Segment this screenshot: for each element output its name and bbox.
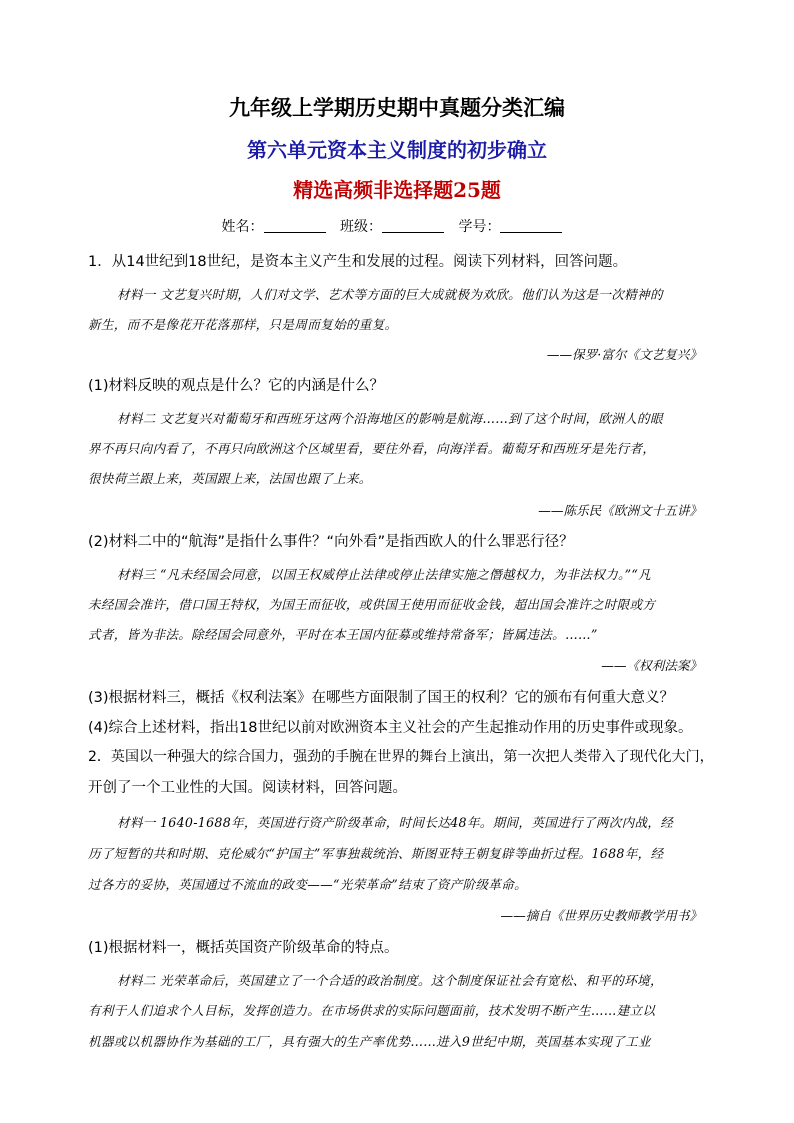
subtitle: 精选高频非选择题25题 — [293, 178, 501, 202]
q1-subquestion-1: (1)材料反映的观点是什么？它的内涵是什么？ — [88, 378, 385, 394]
number-blank[interactable] — [500, 218, 562, 233]
q1-material-1-line-2: 新生，而不是像花开花落那样，只是周而复始的重复。 — [88, 317, 398, 332]
class-blank[interactable] — [382, 218, 444, 233]
q2-material-1-line-2: 历了短暂的共和时期、克伦威尔“护国主”军事独裁统治、斯图亚特王朝复辟等曲折过程。1688年，经 — [88, 846, 664, 861]
document-title: 九年级上学期历史期中真题分类汇编 — [229, 95, 565, 120]
unit-title: 第六单元资本主义制度的初步确立 — [247, 138, 547, 162]
q2-subquestion-1: (1)根据材料一，概括英国资产阶级革命的特点。 — [88, 940, 399, 956]
q1-material-2-line-2: 界不再只向内看了，不再只向欧洲这个区域里看，要往外看，向海洋看。葡萄牙和西班牙是先行者， — [88, 441, 656, 456]
student-info-line — [0, 216, 794, 236]
question-1-stem: 1．从14世纪到18世纪，是资本主义产生和发展的过程。阅读下列材料，回答问题。 — [88, 254, 628, 270]
q1-material-3-line-3: 式者，皆为非法。除经国会同意外，平时在本王国内征募或维持常备军；皆属违法。……” — [88, 627, 598, 642]
q1-material-2-line-1: 材料二 文艺复兴对葡萄牙和西班牙这两个沿海地区的影响是航海……到了这个时间，欧洲人的眼 — [117, 411, 663, 426]
q2-material-1-line-3: 过各方的妥协，英国通过不流血的政变——“光荣革命”结束了资产阶级革命。 — [88, 877, 527, 892]
q1-subquestion-3: (3)根据材料三，概括《权利法案》在哪些方面限制了国王的权利？它的颁布有何重大意义？ — [88, 690, 675, 706]
q2-material-1-line-1: 材料一 1640-1688年，英国进行资产阶级革命，时间长达48年。期间，英国进行了两次内战，经 — [117, 815, 674, 830]
q1-subquestion-2: (2)材料二中的“航海”是指什么事件？“向外看”是指西欧人的什么罪恶行径？ — [88, 534, 574, 550]
q1-material-3-line-1: 材料三 “凡未经国会同意，以国王权威停止法律或停止法律实施之僭越权力，为非法权力。”“凡 — [117, 567, 651, 582]
q1-material-3-source: ——《权利法案》 — [601, 658, 702, 673]
number-label: 学号： — [458, 219, 501, 235]
class-label: 班级： — [340, 219, 382, 235]
q2-material-1-source: ——摘自《世界历史教师教学用书》 — [500, 908, 702, 923]
name-blank[interactable] — [264, 218, 326, 233]
q1-material-2-line-3: 很快荷兰跟上来，英国跟上来，法国也跟了上来。 — [88, 471, 372, 486]
q2-material-2-line-2: 有利于人们追求个人目标，发挥创造力。在市场供求的实际问题面前，技术发明不断产生……建立以 — [88, 1003, 656, 1018]
question-2-stem-line-2: 开创了一个工业性的大国。阅读材料，回答问题。 — [88, 780, 407, 796]
q1-material-1-source: ——保罗·富尔《文艺复兴》 — [546, 347, 702, 362]
q2-material-2-line-1: 材料二 光荣革命后，英国建立了一个合适的政治制度。这个制度保证社会有宽松、和平的环境， — [117, 973, 663, 988]
q1-subquestion-4: (4)综合上述材料，指出18世纪以前对欧洲资本主义社会的产生起推动作用的历史事件或现象。 — [88, 720, 693, 736]
q1-material-3-line-2: 未经国会准许，借口国王特权，为国王而征收，或供国王使用而征收金钱，超出国会准许之时限或方 — [88, 597, 656, 612]
question-2-stem-line-1: 2．英国以一种强大的综合国力，强劲的手腕在世界的舞台上演出，第一次把人类带入了现代化大门， — [88, 749, 714, 765]
q2-material-2-line-3: 机器或以机器协作为基础的工厂，具有强大的生产率优势……进入9世纪中期，英国基本实现了工业 — [88, 1034, 651, 1049]
name-label: 姓名： — [221, 219, 264, 235]
q1-material-2-source: ——陈乐民《欧洲文十五讲》 — [538, 503, 702, 518]
q1-material-1-line-1: 材料一 文艺复兴时期，人们对文学、艺术等方面的巨大成就极为欢欣。他们认为这是一次精神的 — [117, 287, 663, 302]
